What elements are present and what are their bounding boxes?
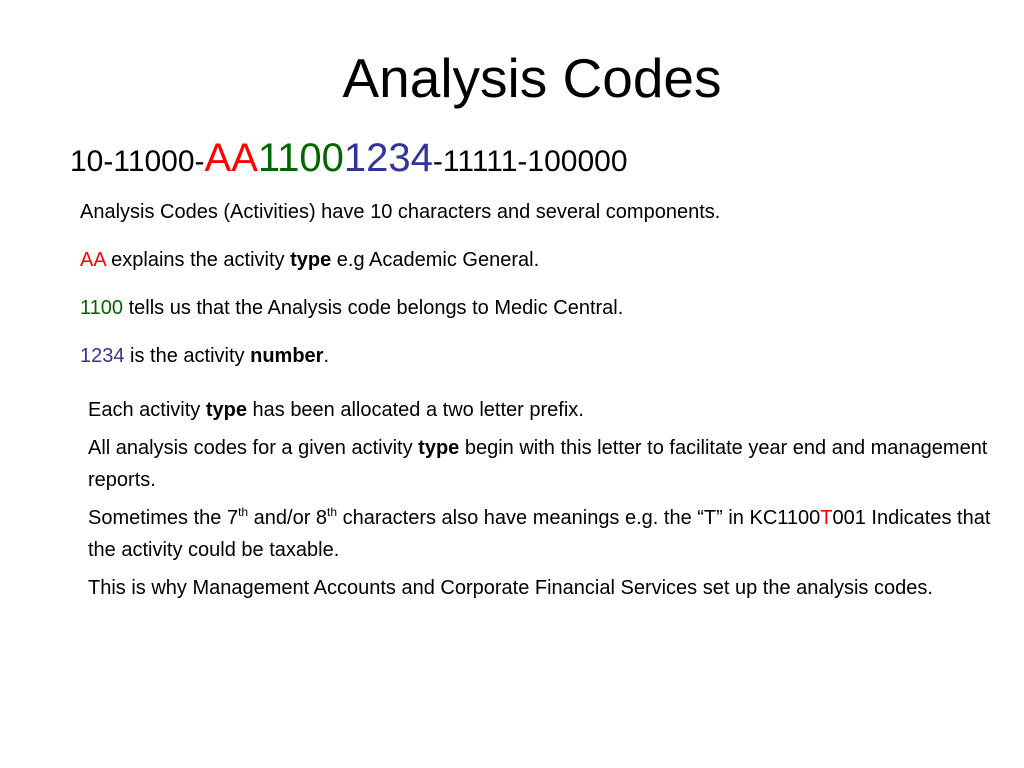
taxable-letter: T [820,507,833,529]
note-type-letters: All analysis codes for a given activity type begin with this letter to facilitate year end and management reports. [88,437,988,491]
code-components-description [80,196,980,388]
note-setup: This is why Management Accounts and Corporate Financial Services set up the analysis codes. [88,577,933,599]
type-code-label: AA [80,249,106,271]
medic-explanation: 1100 tells us that the Analysis code belongs to Medic Central. [80,297,624,319]
note-prefix: Each activity type has been allocated a two letter prefix. [88,399,584,421]
medic-code-label: 1100 [80,297,124,319]
code-prefix: 10-11000- [70,145,205,178]
analysis-code-example [70,128,628,197]
number-code-label: 1234 [80,345,125,367]
code-type-segment: AA [204,136,258,180]
note-taxable: Sometimes the 7th and/or 8th characters also have meanings e.g. the “T” in KC1100T001 Indicates that the activity could be taxable. [88,505,991,561]
notes-section [88,394,998,610]
type-explanation: AA explains the activity type e.g Academic General. [80,249,540,271]
slide-title: Analysis Codes [342,47,722,109]
number-explanation: 1234 is the activity number. [80,345,330,367]
intro-text: Analysis Codes (Activities) have 10 characters and several components. [80,201,721,223]
code-medic-segment: 1100 [257,136,344,180]
code-number-segment: 1234 [343,136,433,180]
code-suffix: -11111-100000 [432,145,628,178]
